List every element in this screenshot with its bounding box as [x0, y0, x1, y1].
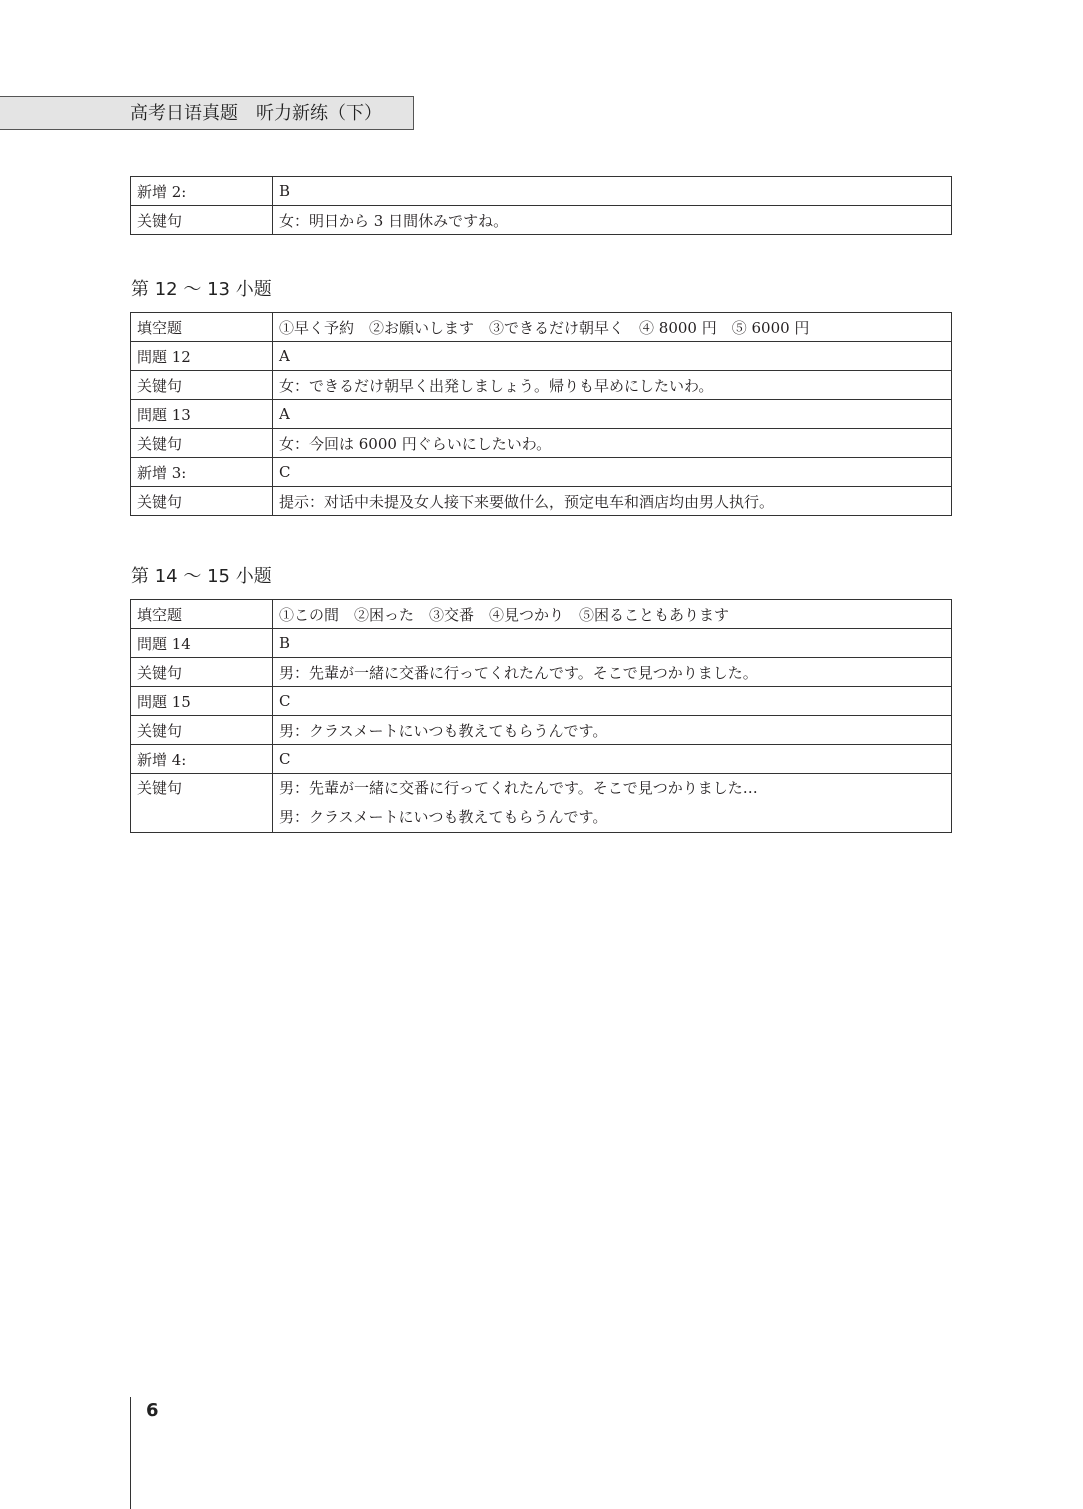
- table-row: [131, 600, 952, 629]
- answer-table-section-2: [130, 312, 952, 516]
- row-key: 关键句: [131, 774, 273, 833]
- table-row: [131, 658, 952, 687]
- row-key: 关键句: [131, 206, 273, 235]
- page-margin-rule: [130, 1397, 131, 1509]
- answer-table-section-3: [130, 599, 952, 833]
- answer-table-section-1: [130, 176, 952, 235]
- key-sentence-line: 男：先輩が一緒に交番に行ってくれたんです。そこで見つかりました…: [279, 779, 758, 797]
- row-key: 关键句: [131, 429, 273, 458]
- table-row: [131, 429, 952, 458]
- section-title: 第 12 ～ 13 小题: [131, 279, 272, 300]
- row-value: ①早く予約 ②お願いします ③できるだけ朝早く ④ 8000 円 ⑤ 6000 円: [273, 313, 952, 342]
- table-row: [131, 687, 952, 716]
- section-title: 第 14 ～ 15 小题: [131, 566, 272, 587]
- table-row: [131, 629, 952, 658]
- row-key: 新增 2:: [131, 177, 273, 206]
- row-key: 关键句: [131, 658, 273, 687]
- table-row: [131, 371, 952, 400]
- row-value: 女：明日から 3 日間休みですね。: [273, 206, 952, 235]
- row-key: 新增 4:: [131, 745, 273, 774]
- table-row: [131, 342, 952, 371]
- row-value: 女：できるだけ朝早く出発しましょう。帰りも早めにしたいわ。: [273, 371, 952, 400]
- row-value: C: [273, 458, 952, 487]
- row-key: 关键句: [131, 371, 273, 400]
- row-key: 問題 13: [131, 400, 273, 429]
- row-value: 提示：对话中未提及女人接下来要做什么，预定电车和酒店均由男人执行。: [273, 487, 952, 516]
- table-row: [131, 774, 952, 833]
- table-row: [131, 177, 952, 206]
- row-value: 男：クラスメートにいつも教えてもらうんです。: [273, 716, 952, 745]
- row-value: A: [273, 342, 952, 371]
- row-key: 填空题: [131, 313, 273, 342]
- row-key: 問題 15: [131, 687, 273, 716]
- book-title: 高考日语真题 听力新练（下）: [130, 103, 382, 124]
- key-sentence-line: 男：クラスメートにいつも教えてもらうんです。: [279, 808, 608, 826]
- page-number: 6: [146, 1400, 159, 1421]
- row-key: 問題 14: [131, 629, 273, 658]
- row-value: 男：先輩が一緒に交番に行ってくれたんです。そこで見つかりました。: [273, 658, 952, 687]
- table-row: [131, 313, 952, 342]
- row-key: 关键句: [131, 487, 273, 516]
- table-row: [131, 487, 952, 516]
- row-value: 女：今回は 6000 円ぐらいにしたいわ。: [273, 429, 952, 458]
- table-row: [131, 206, 952, 235]
- row-value: B: [273, 629, 952, 658]
- row-value: C: [273, 687, 952, 716]
- table-row: [131, 716, 952, 745]
- table-row: [131, 400, 952, 429]
- row-value: B: [273, 177, 952, 206]
- row-key: 填空题: [131, 600, 273, 629]
- row-value: ①この間 ②困った ③交番 ④見つかり ⑤困ることもあります: [273, 600, 952, 629]
- table-row: [131, 458, 952, 487]
- running-header: [0, 96, 414, 130]
- row-key: 問題 12: [131, 342, 273, 371]
- row-value: A: [273, 400, 952, 429]
- row-key: 新增 3:: [131, 458, 273, 487]
- table-row: [131, 745, 952, 774]
- row-key: 关键句: [131, 716, 273, 745]
- row-value: C: [273, 745, 952, 774]
- row-value: [273, 774, 952, 833]
